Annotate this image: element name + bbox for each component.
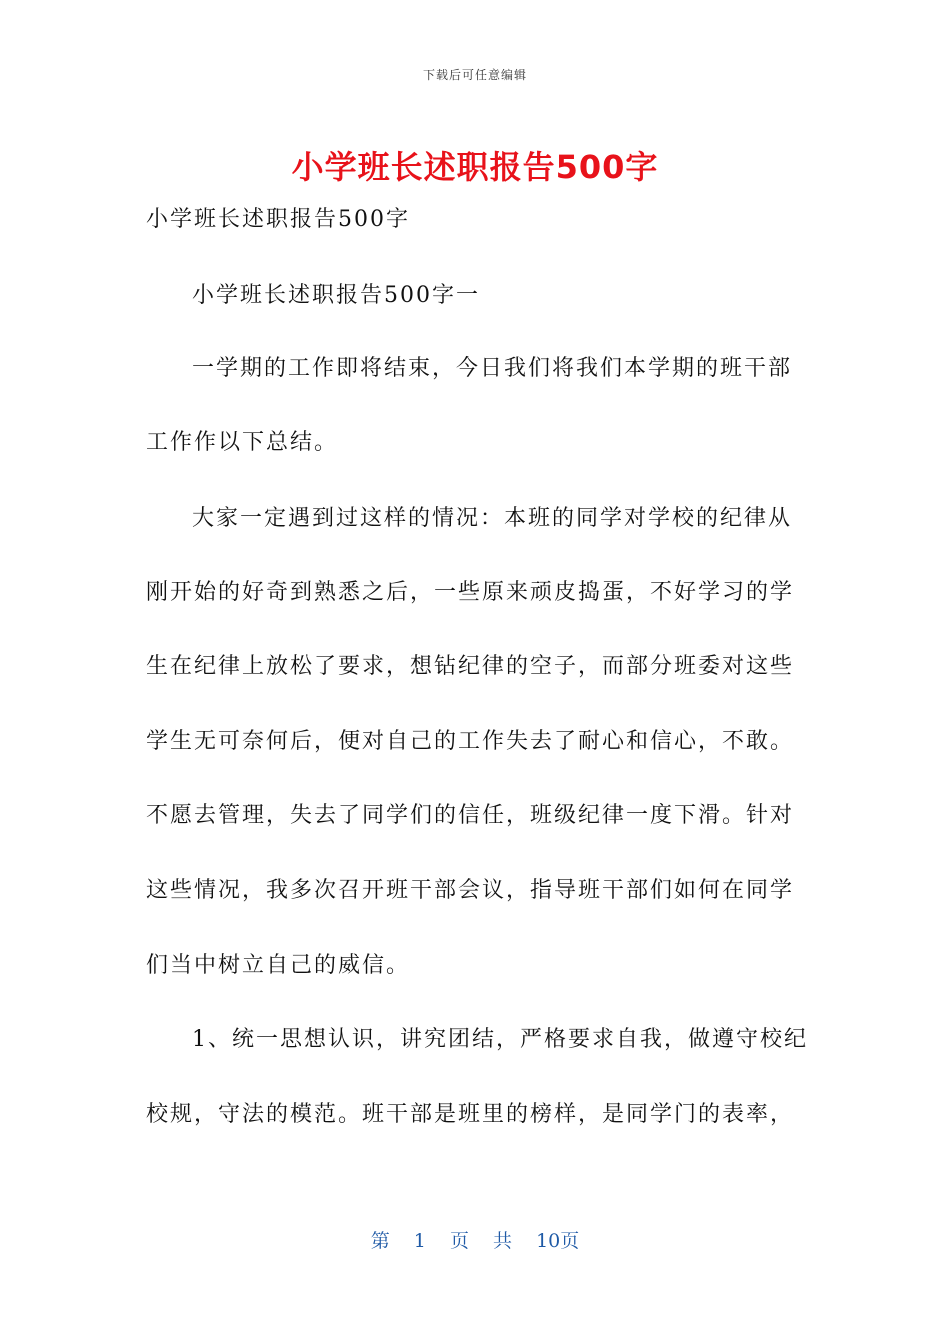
page-footer [0, 1226, 950, 1253]
paragraph-line: 这些情况，我多次召开班干部会议，指导班干部们如何在同学 [146, 878, 795, 903]
paragraph-line: 不愿去管理，失去了同学们的信任，班级纪律一度下滑。针对 [146, 803, 795, 828]
footer-total-pages: 10页 [536, 1230, 580, 1252]
footer-page-prefix: 第 [370, 1230, 390, 1252]
paragraph-line: 们当中树立自己的威信。 [146, 953, 411, 978]
paragraph-line: 刚开始的好奇到熟悉之后，一些原来顽皮捣蛋，不好学习的学 [146, 580, 795, 605]
paragraph-line: 一学期的工作即将结束，今日我们将我们本学期的班干部 [192, 356, 793, 381]
paragraph-line: 小学班长述职报告500字一 [192, 283, 480, 308]
footer-current-page: 1 [413, 1230, 426, 1252]
footer-total-prefix: 共 [493, 1230, 513, 1252]
paragraph-line: 小学班长述职报告500字 [146, 207, 410, 232]
paragraph-line: 大家一定遇到过这样的情况：本班的同学对学校的纪律从 [192, 506, 793, 531]
paragraph-line: 校规，守法的模范。班干部是班里的榜样，是同学门的表率， [146, 1102, 795, 1127]
paragraph-line: 工作作以下总结。 [146, 430, 339, 455]
header-note: 下载后可任意编辑 [422, 68, 527, 82]
footer-page-mid: 页 [449, 1230, 469, 1252]
paragraph-line: 学生无可奈何后，便对自己的工作失去了耐心和信心，不敢。 [146, 729, 795, 754]
paragraph-line: 生在纪律上放松了要求，想钻纪律的空子，而部分班委对这些 [146, 654, 795, 679]
document-title: 小学班长述职报告500字 [291, 148, 659, 186]
paragraph-line: 1、统一思想认识，讲究团结，严格要求自我，做遵守校纪 [192, 1027, 808, 1052]
